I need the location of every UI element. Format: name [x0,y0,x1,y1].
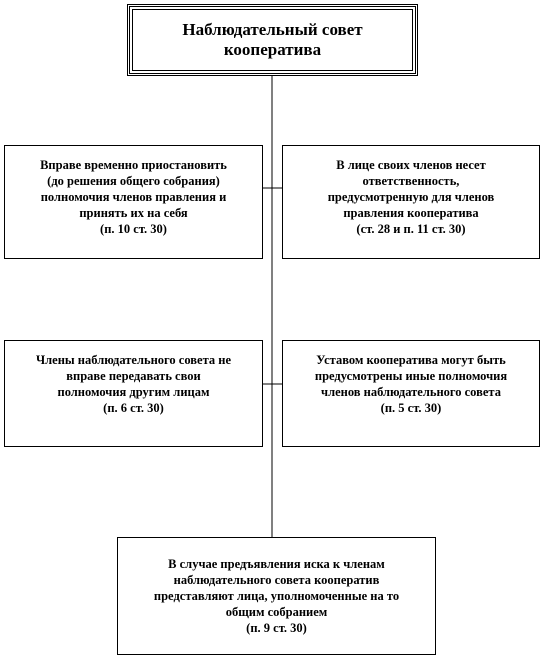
box-text-line: общим собранием [225,605,328,619]
no-delegation-box [4,340,263,447]
box-text-line: представляют лица, уполномоченные на то [153,589,400,603]
box-text-line: принять их на себя [79,206,188,220]
box-text-line: Вправе временно приостановить [40,158,227,172]
box-text-line: Уставом кооператива могут быть [316,352,506,367]
box-text-line: полномочия членов правления и [40,190,227,204]
box-text-line: предусмотрены иные полномочия [314,368,508,383]
box-reference: (ст. 28 и п. 11 ст. 30) [356,222,466,236]
suspend-powers-box [4,145,263,259]
box-text-line: правления кооператива [343,206,479,220]
box-text-line: (до решения общего собрания) [47,174,220,188]
box-text-line: наблюдательного совета кооператив [173,573,380,587]
box-text-line: ответственность, [362,174,460,188]
header-line-1: Наблюдательный совет [182,20,363,39]
other-powers-box [282,340,540,447]
box-reference: (п. 6 ст. 30) [103,400,164,415]
box-text-line: В лице своих членов несет [336,158,486,172]
supervisory-board-box [127,4,418,76]
box-reference: (п. 9 ст. 30) [246,621,307,635]
lawsuit-representation-box [117,537,436,655]
header-line-2: кооператива [223,40,322,59]
box-reference: (п. 10 ст. 30) [100,222,167,236]
box-text-line: членов наблюдательного совета [321,384,501,399]
box-text-line: вправе передавать свои [66,368,201,383]
box-text-line: полномочия другим лицам [57,384,210,399]
box-text-line: Члены наблюдательного совета не [35,352,232,367]
responsibility-box [282,145,540,259]
box-text-line: В случае предъявления иска к членам [168,557,385,571]
box-text-line: предусмотренную для членов [327,190,495,204]
box-reference: (п. 5 ст. 30) [380,400,442,415]
